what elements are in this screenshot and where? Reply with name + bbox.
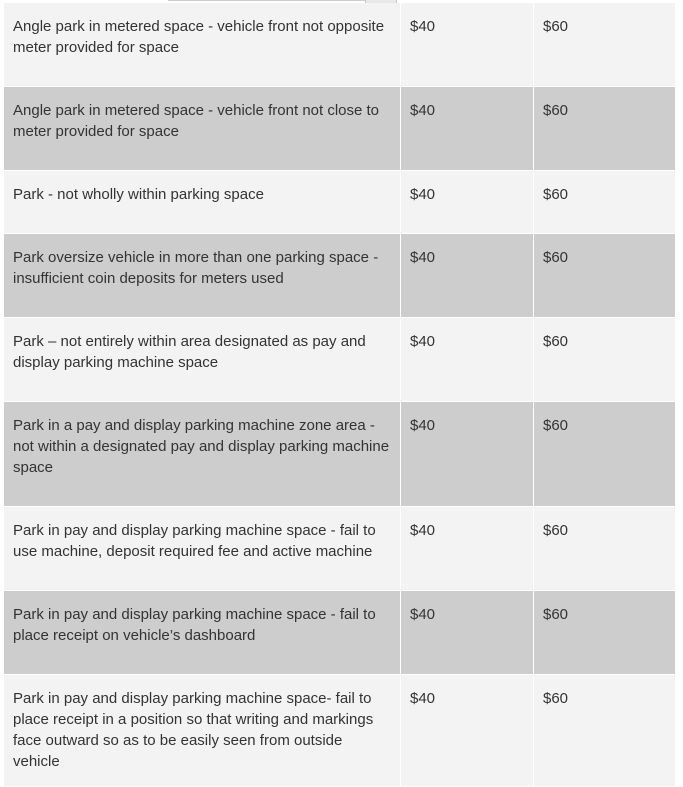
table-row (4, 402, 675, 507)
table-row (4, 3, 675, 87)
penalty-amount: $40 (401, 234, 534, 318)
table-row (4, 591, 675, 675)
offence-description: Park - not wholly within parking space (4, 171, 401, 234)
penalty-amount: $40 (401, 507, 534, 591)
table-row (4, 318, 675, 402)
offence-description: Park in pay and display parking machine space - fail to place receipt on vehicle’s dashboard (4, 591, 401, 675)
offence-description: Park in pay and display parking machine space- fail to place receipt in a position so that writing and markings face outward so as to be easily seen from outside vehicle (4, 675, 401, 787)
penalty-amount: $40 (401, 171, 534, 234)
late-penalty-amount: $60 (534, 87, 676, 171)
offence-description: Angle park in metered space - vehicle front not close to meter provided for space (4, 87, 401, 171)
penalty-amount: $40 (401, 402, 534, 507)
offence-description: Angle park in metered space - vehicle front not opposite meter provided for space (4, 3, 401, 87)
late-penalty-amount: $60 (534, 402, 676, 507)
penalty-amount: $40 (401, 87, 534, 171)
offence-description: Park oversize vehicle in more than one parking space - insufficient coin deposits for meters used (4, 234, 401, 318)
offence-description: Park – not entirely within area designated as pay and display parking machine space (4, 318, 401, 402)
offence-description: Park in pay and display parking machine space - fail to use machine, deposit required fee and active machine (4, 507, 401, 591)
parking-fines-table (4, 3, 675, 787)
top-rule (168, 0, 368, 1)
table-row (4, 87, 675, 171)
late-penalty-amount: $60 (534, 234, 676, 318)
late-penalty-amount: $60 (534, 675, 676, 787)
penalty-amount: $40 (401, 675, 534, 787)
penalty-amount: $40 (401, 318, 534, 402)
penalty-amount: $40 (401, 3, 534, 87)
late-penalty-amount: $60 (534, 507, 676, 591)
table-row (4, 507, 675, 591)
penalty-amount: $40 (401, 591, 534, 675)
late-penalty-amount: $60 (534, 171, 676, 234)
table-row (4, 234, 675, 318)
late-penalty-amount: $60 (534, 591, 676, 675)
late-penalty-amount: $60 (534, 3, 676, 87)
table-row (4, 171, 675, 234)
offence-description: Park in a pay and display parking machine zone area - not within a designated pay and display parking machine space (4, 402, 401, 507)
late-penalty-amount: $60 (534, 318, 676, 402)
table-row (4, 675, 675, 787)
